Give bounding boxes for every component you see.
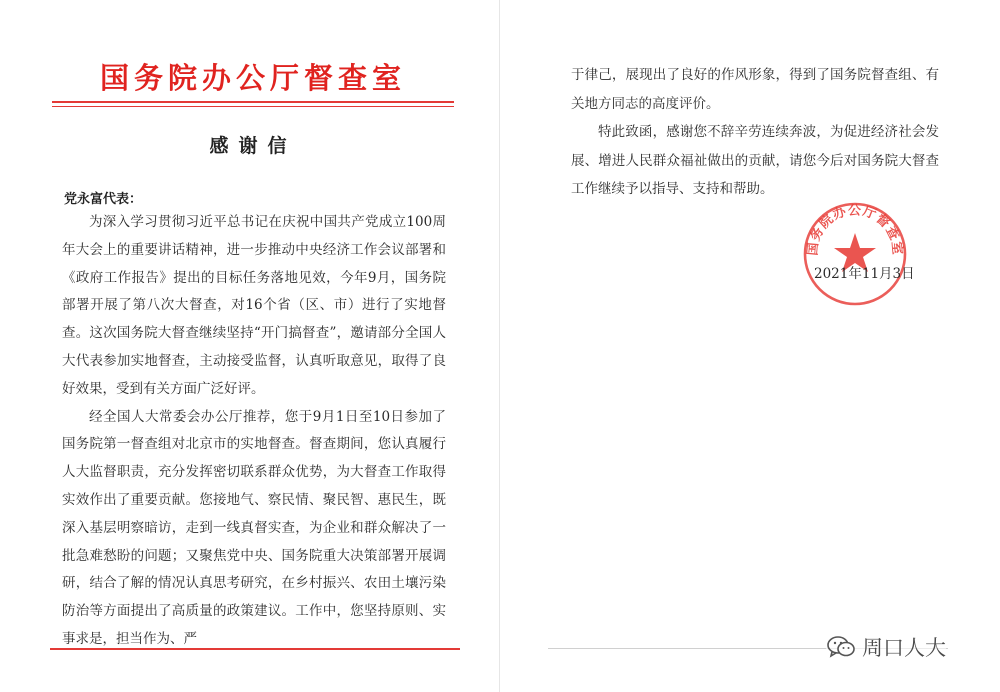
salutation: 党永富代表： <box>64 192 143 207</box>
letter-title: 感谢信 <box>209 135 297 157</box>
wechat-icon <box>826 634 856 660</box>
office-title: 国务院办公厅督查室 <box>99 61 406 95</box>
footer-red-rule <box>50 648 460 650</box>
body-paragraph-1: 为深入学习贯彻习近平总书记在庆祝中国共产党成立100周年大会上的重要讲话精神，进一步推动中央经济工作会议部署和《政府工作报告》提出的目标任务落地见效，今年9月，国务院部署开展了第八次大督查，对16个省（区、市）进行了实地督查。这次国务院大督查继续坚持“开门搞督查”，邀请部分全国人大代表参加实地督查，主动接受监督，认真听取意见，取得了良好效果，受到有关方面广泛好评。 <box>62 214 446 397</box>
body-paragraph-2: 经全国人大常委会办公厅推荐，您于9月1日至10日参加了国务院第一督查组对北京市的实地督查。督查期间，您认真履行人大监督职责，充分发挥密切联系群众优势，为大督查工作取得实效作出了重要贡献。您接地气、察民情、聚民智、惠民生，既深入基层明察暗访，走到一线真督实查，为企业和群众解决了一批急难愁盼的问题；又聚焦党中央、国务院重大决策部署开展调研，结合了解的情况认真思考研究，在乡村振兴、农田土壤污染防治等方面提出了高质量的政策建议。工作中，您坚持原则、实事求是，担当作为、严 <box>62 408 446 647</box>
page-fold-line <box>499 0 500 692</box>
header-red-rule-bottom <box>52 106 454 107</box>
letter-date: 2021年11月3日 <box>814 266 915 282</box>
source-watermark <box>826 632 946 662</box>
body-paragraph-continued: 于律己，展现出了良好的作风形象，得到了国务院督查组、有关地方同志的高度评价。 <box>571 67 939 112</box>
official-seal <box>800 199 910 309</box>
watermark-text: 周口人大 <box>862 636 946 660</box>
svg-text:国务院办公厅督查室: 国务院办公厅督查室 <box>805 203 905 257</box>
header-red-rule-top <box>52 101 454 103</box>
letter-body-left <box>62 209 446 654</box>
letter-body-right <box>571 61 939 204</box>
body-paragraph-closing: 特此致函，感谢您不辞辛劳连续奔波，为促进经济社会发展、增进人民群众福祉做出的贡献，请您今后对国务院大督查工作继续予以指导、支持和帮助。 <box>571 124 939 197</box>
